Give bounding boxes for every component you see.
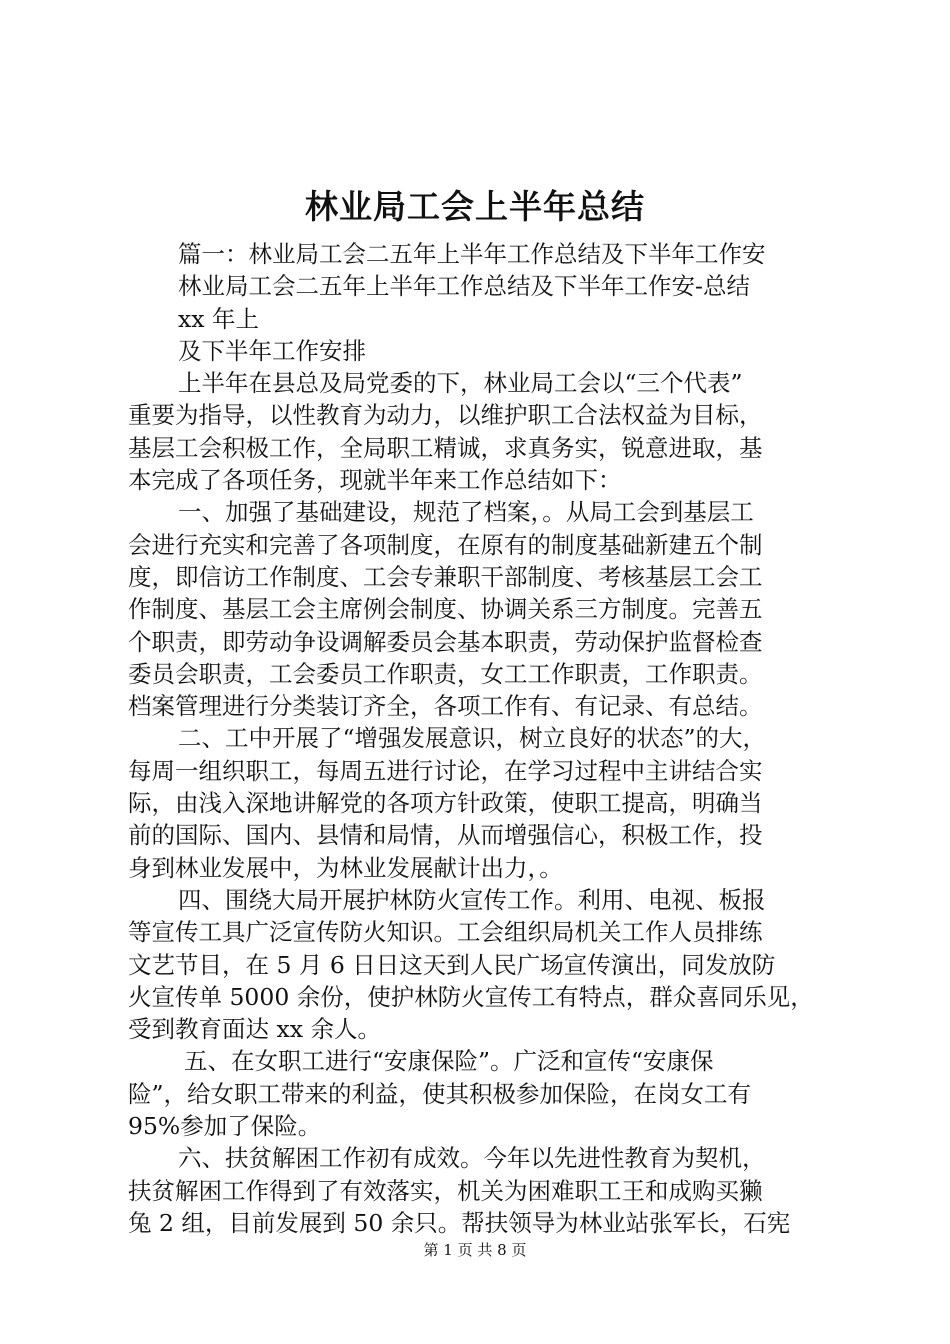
document-body — [128, 238, 848, 1239]
text-line: 一、加强了基础建设，规范了档案，。从局工会到基层工 — [178, 498, 754, 527]
text-line: 火宣传单 5000 余份，使护林防火宣传工有特点，群众喜同乐见， — [128, 982, 814, 1011]
text-line: 本完成了各项任务，现就半年来工作总结如下： — [128, 466, 622, 495]
text-line: 二、工中开展了“增强发展意识，树立良好的状态”的大， — [178, 724, 767, 753]
text-line: 及下半年工作安排 — [178, 336, 366, 365]
text-line: 际，由浅入深地讲解党的各项方针政策，使职工提高，明确当 — [128, 789, 763, 818]
text-line: 五、在女职工进行“安康保险”。广泛和宣传“安康保 — [184, 1047, 714, 1076]
text-line: 95%参加了保险。 — [128, 1112, 322, 1141]
text-line: 险”，给女职工带来的利益，使其积极参加保险，在岗女工有 — [128, 1079, 752, 1108]
text-line: 林业局工会二五年上半年工作总结及下半年工作安-总结 — [178, 272, 750, 301]
text-line: 会进行充实和完善了各项制度，在原有的制度基础新建五个制 — [128, 530, 763, 559]
text-line: 四、围绕大局开展护林防火宣传工作。利用、电视、板报 — [178, 885, 766, 914]
page-footer — [0, 1240, 950, 1260]
page-number: 第 1 页 共 8 页 — [423, 1241, 527, 1259]
text-line: 重要为指导，以性教育为动力，以维护职工合法权益为目标， — [128, 401, 763, 430]
text-line: 每周一组织职工，每周五进行讨论，在学习过程中主讲结合实 — [128, 756, 763, 785]
text-line: 个职责，即劳动争设调解委员会基本职责，劳动保护监督检查 — [128, 627, 763, 656]
text-line: 身到林业发展中，为林业发展献计出力，。 — [128, 853, 563, 882]
text-line: 度，即信访工作制度、工会专兼职干部制度、考核基层工会工 — [128, 562, 763, 591]
text-line: 委员会职责，工会委员工作职责，女工工作职责，工作职责。 — [128, 659, 763, 688]
text-line: 篇一：林业局工会二五年上半年工作总结及下半年工作安 — [178, 240, 766, 268]
text-line: 作制度、基层工会主席例会制度、协调关系三方制度。完善五 — [128, 595, 763, 624]
text-line: 受到教育面达 xx 余人。 — [128, 1015, 381, 1044]
text-line: xx 年上 — [178, 304, 259, 333]
text-line: 文艺节目，在 5 月 6 日日这天到人民广场宣传演出，同发放防 — [128, 950, 776, 979]
text-line: 六、扶贫解困工作初有成效。今年以先进性教育为契机， — [178, 1144, 766, 1173]
text-line: 前的国际、国内、县情和局情，从而增强信心，积极工作，投 — [128, 821, 763, 850]
text-line: 上半年在县总及局党委的下，林业局工会以“三个代表” — [178, 369, 743, 398]
text-line: 等宣传工具广泛宣传防火知识。工会组织局机关工作人员排练 — [128, 918, 763, 947]
text-line: 基层工会积极工作，全局职工精诚，求真务实，锐意进取，基 — [128, 433, 763, 462]
text-line: 兔 2 组，目前发展到 50 余只。帮扶领导为林业站张军长，石宪 — [128, 1208, 791, 1237]
text-line: 档案管理进行分类装订齐全，各项工作有、有记录、有总结。 — [128, 692, 763, 721]
text-line: 扶贫解困工作得到了有效落实，机关为困难职工王和成购买獭 — [128, 1176, 763, 1205]
document-title: 林业局工会上半年总结 — [305, 187, 645, 226]
